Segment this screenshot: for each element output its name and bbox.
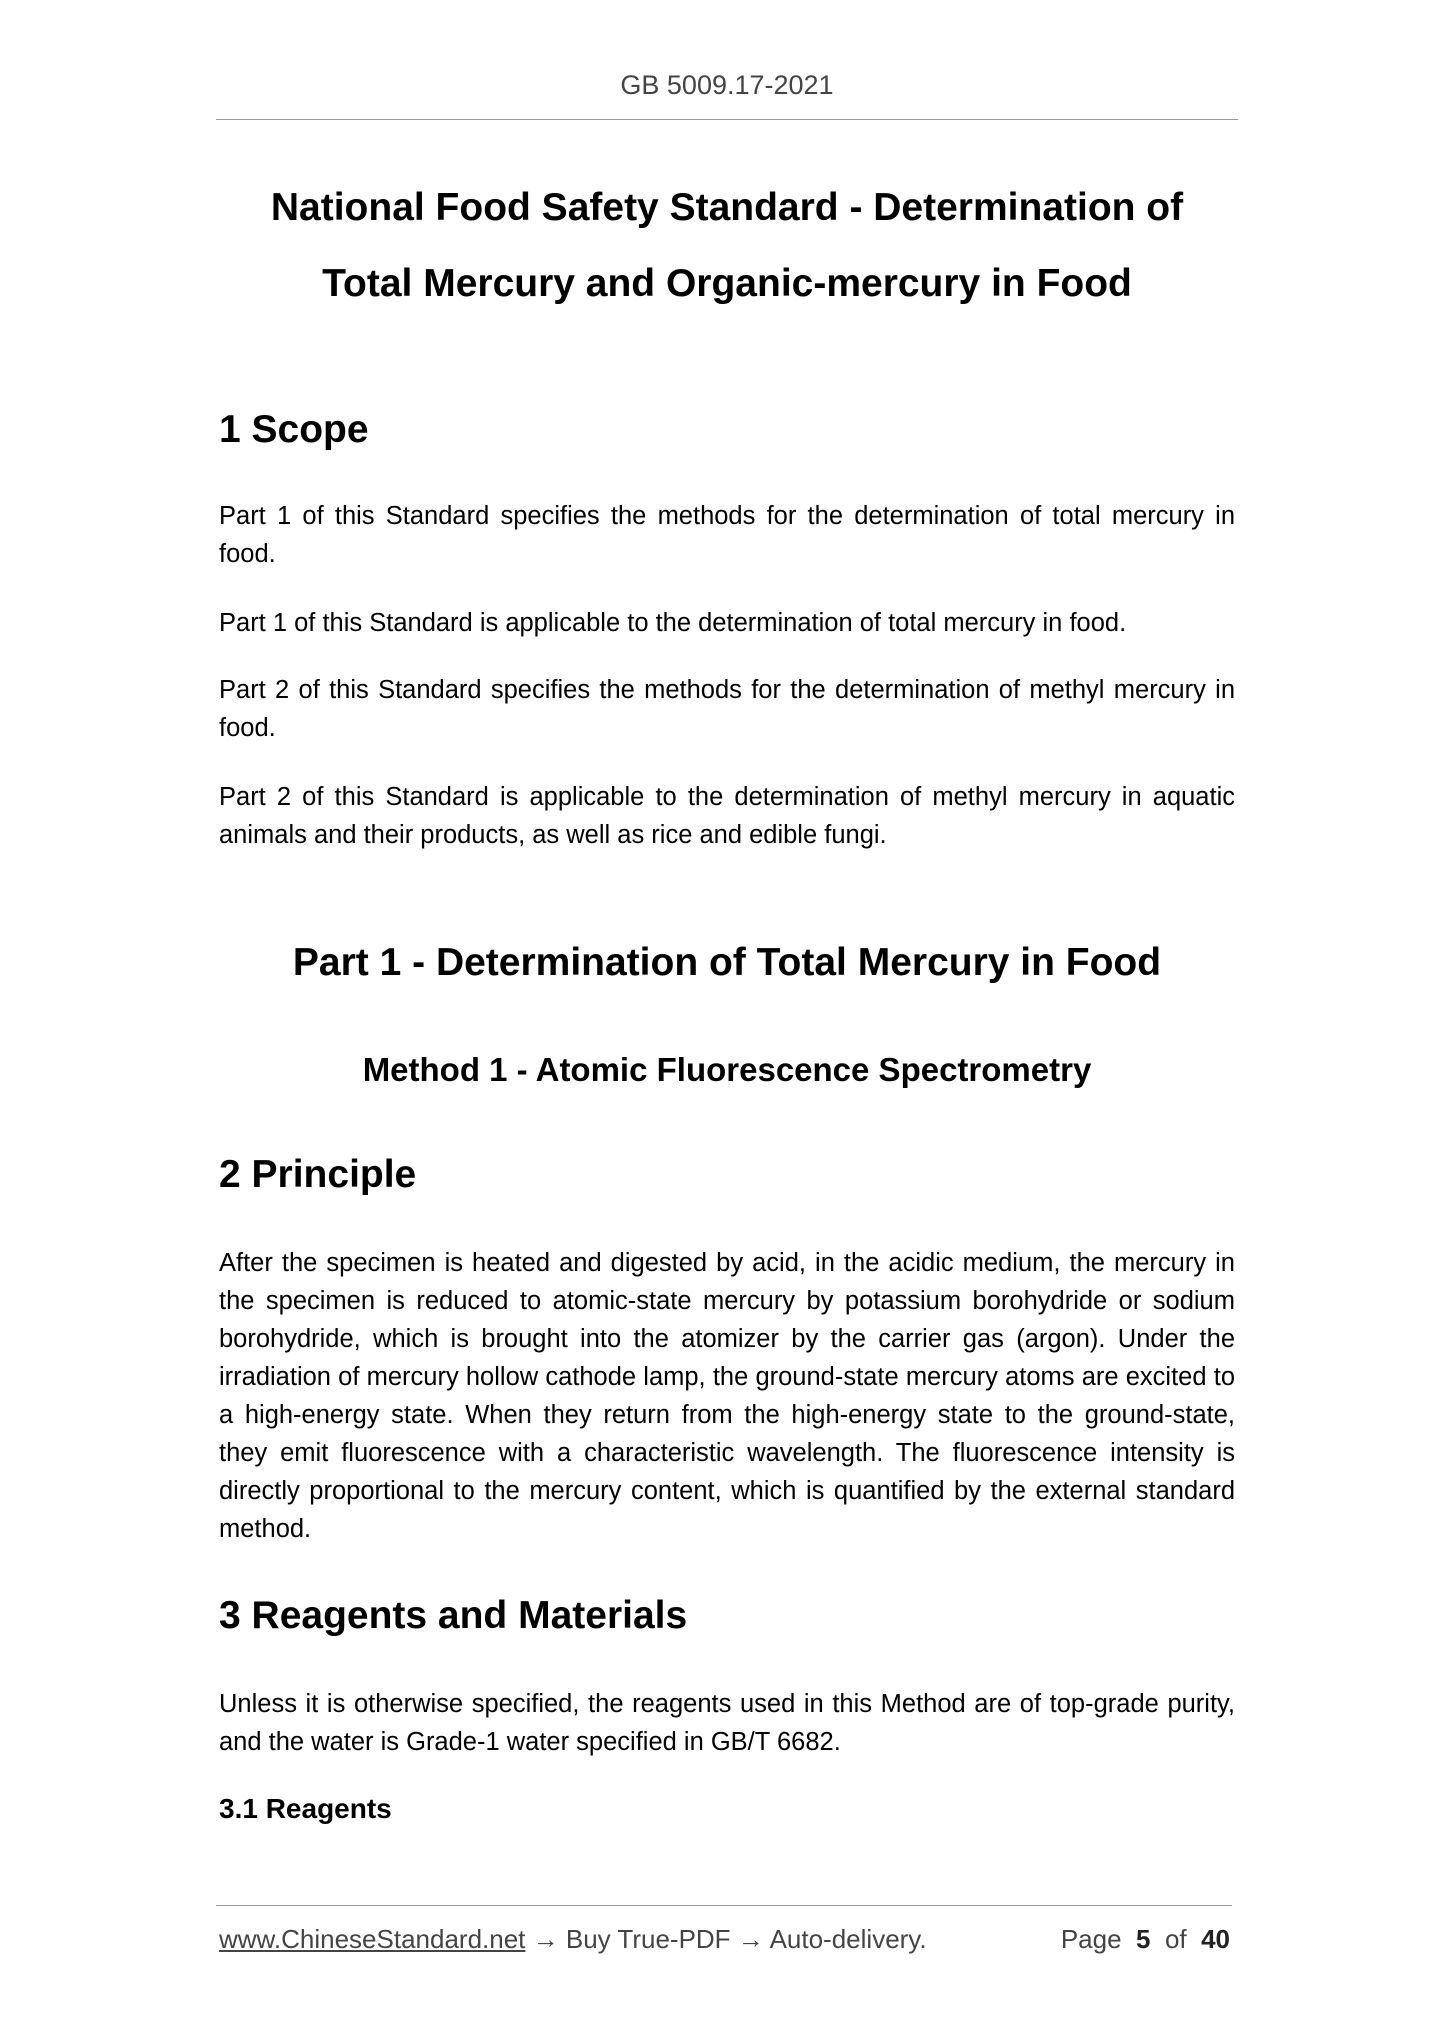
reagents-paragraph: Unless it is otherwise specified, the reagents used in this Method are of top-grade purity, and the water is Grade-1 water specified in GB/T 6682. bbox=[219, 1690, 1235, 1756]
section-heading-scope: 1 Scope bbox=[219, 408, 369, 451]
page-current: 5 bbox=[1136, 1924, 1151, 1954]
scope-paragraph-1: Part 1 of this Standard specifies the methods for the determination of total mercury in food. bbox=[219, 502, 1235, 568]
part-1-heading: Part 1 - Determination of Total Mercury in Food bbox=[292, 941, 1162, 984]
page-indicator bbox=[1061, 1924, 1230, 1955]
website-link[interactable]: www.ChineseStandard.net bbox=[219, 1924, 526, 1954]
section-heading-reagents: 3 Reagents and Materials bbox=[219, 1594, 688, 1637]
principle-paragraph: After the specimen is heated and digested by acid, in the acidic medium, the mercury in the specimen is reduced to atomic-state mercury by potassium borohydride or sodium borohydride, which is brought into the atomizer by the carrier gas (argon). Under the irradiation of mercury hollow cathode lamp, the ground-state mercury atoms are excited to a high-energy state. When they return from the high-energy state to the ground-state, they emit fluorescence with a characteristic wavelength. The fluorescence intensity is directly proportional to the mercury content, which is quantified by the external standard method. bbox=[219, 1249, 1235, 1543]
method-1-heading: Method 1 - Atomic Fluorescence Spectrometry bbox=[362, 1051, 1092, 1088]
section-heading-principle: 2 Principle bbox=[219, 1153, 417, 1196]
footer-divider bbox=[216, 1905, 1232, 1906]
scope-paragraph-4: Part 2 of this Standard is applicable to the determination of methyl mercury in aquatic animals and their products, as well as rice and edible fungi. bbox=[219, 783, 1235, 849]
document-title-line-1: National Food Safety Standard - Determination of bbox=[270, 186, 1184, 229]
page-total: 40 bbox=[1201, 1924, 1230, 1954]
document-title bbox=[216, 170, 1238, 322]
subsection-heading-reagents: 3.1 Reagents bbox=[219, 1793, 392, 1824]
header-divider bbox=[216, 119, 1238, 120]
document-title-line-2: Total Mercury and Organic-mercury in Food bbox=[322, 262, 1132, 305]
page-label: Page bbox=[1060, 1924, 1122, 1954]
page-header-code: GB 5009.17-2021 bbox=[620, 70, 834, 100]
footer-promo bbox=[219, 1924, 927, 1955]
scope-paragraph-2: Part 1 of this Standard is applicable to the determination of total mercury in food. bbox=[219, 609, 1127, 637]
footer-tagline: → Buy True-PDF → Auto-delivery. bbox=[525, 1924, 927, 1954]
scope-paragraph-3: Part 2 of this Standard specifies the methods for the determination of methyl mercury in food. bbox=[219, 676, 1235, 742]
page-of-label: of bbox=[1164, 1924, 1187, 1954]
